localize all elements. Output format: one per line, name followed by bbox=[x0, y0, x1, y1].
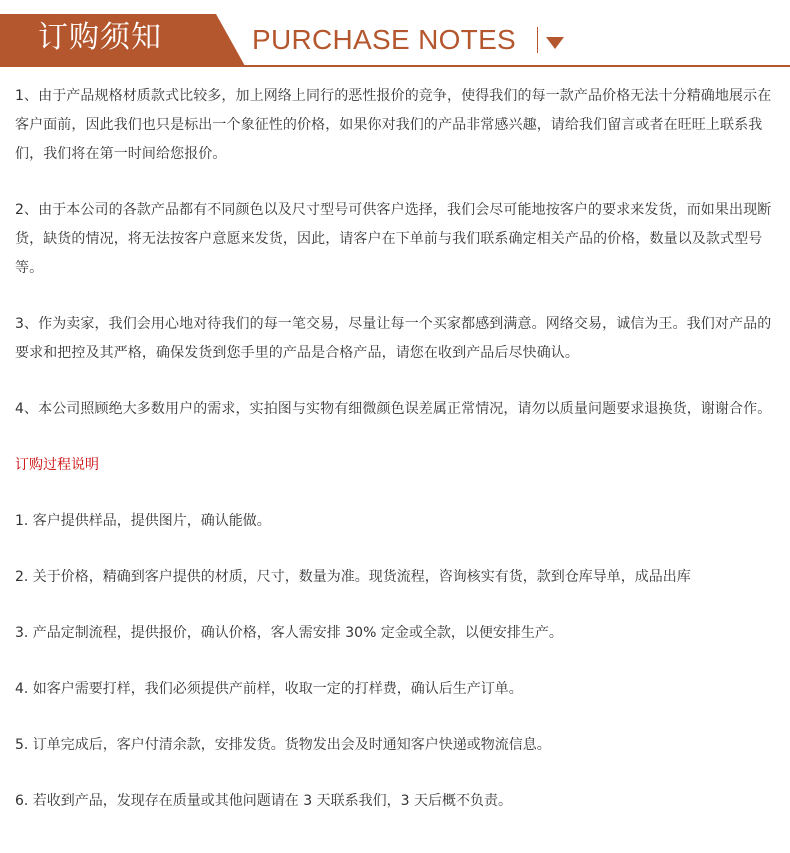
process-step-2: 2. 关于价格，精确到客户提供的材质，尺寸，数量为准。现货流程，咨询核实有货，款到仓库导单，成品出库 bbox=[15, 569, 691, 585]
header-underline bbox=[0, 65, 790, 67]
triangle-down-icon bbox=[545, 35, 565, 54]
header-title-chinese: 订购须知 bbox=[38, 20, 162, 55]
purchase-notes-content bbox=[15, 82, 785, 843]
purchase-notes-header bbox=[0, 0, 790, 67]
process-step-3: 3. 产品定制流程，提供报价，确认价格，客人需安排 30% 定金或全款，以便安排生产。 bbox=[15, 625, 563, 641]
note-paragraph-3: 3、作为卖家，我们会用心地对待我们的每一笔交易，尽量让每一个买家都感到满意。网络交易，诚信为王。我们对产品的要求和把控及其严格，确保发货到您手里的产品是合格产品，请您在收到产品后尽快确认。 bbox=[15, 316, 772, 361]
note-paragraph-1: 1、由于产品规格材质款式比较多，加上网络上同行的恶性报价的竞争，使得我们的每一款产品价格无法十分精确地展示在客户面前，因此我们也只是标出一个象征性的价格，如果你对我们的产品非常感兴趣，请给我们留言或者在旺旺上联系我们，我们将在第一时间给您报价。 bbox=[15, 88, 772, 162]
process-step-4: 4. 如客户需要打样，我们必须提供产前样，收取一定的打样费，确认后生产订单。 bbox=[15, 681, 523, 697]
note-paragraph-2: 2、由于本公司的各款产品都有不同颜色以及尺寸型号可供客户选择，我们会尽可能地按客户的要求来发货，而如果出现断货，缺货的情况，将无法按客户意愿来发货，因此，请客户在下单前与我们联系确定相关产品的价格，数量以及款式型号等。 bbox=[15, 202, 772, 276]
process-step-1: 1. 客户提供样品，提供图片，确认能做。 bbox=[15, 513, 271, 529]
process-step-6: 6. 若收到产品，发现存在质量或其他问题请在 3 天联系我们，3 天后概不负责。 bbox=[15, 793, 512, 809]
header-title-english: PURCHASE NOTES bbox=[252, 24, 517, 55]
note-paragraph-4: 4、本公司照顾绝大多数用户的需求，实拍图与实物有细微颜色误差属正常情况，请勿以质量问题要求退换货，谢谢合作。 bbox=[15, 401, 772, 417]
header-separator bbox=[537, 27, 538, 53]
process-section-title: 订购过程说明 bbox=[15, 457, 99, 473]
process-step-5: 5. 订单完成后，客户付清余款，安排发货。货物发出会及时通知客户快递或物流信息。 bbox=[15, 737, 551, 753]
